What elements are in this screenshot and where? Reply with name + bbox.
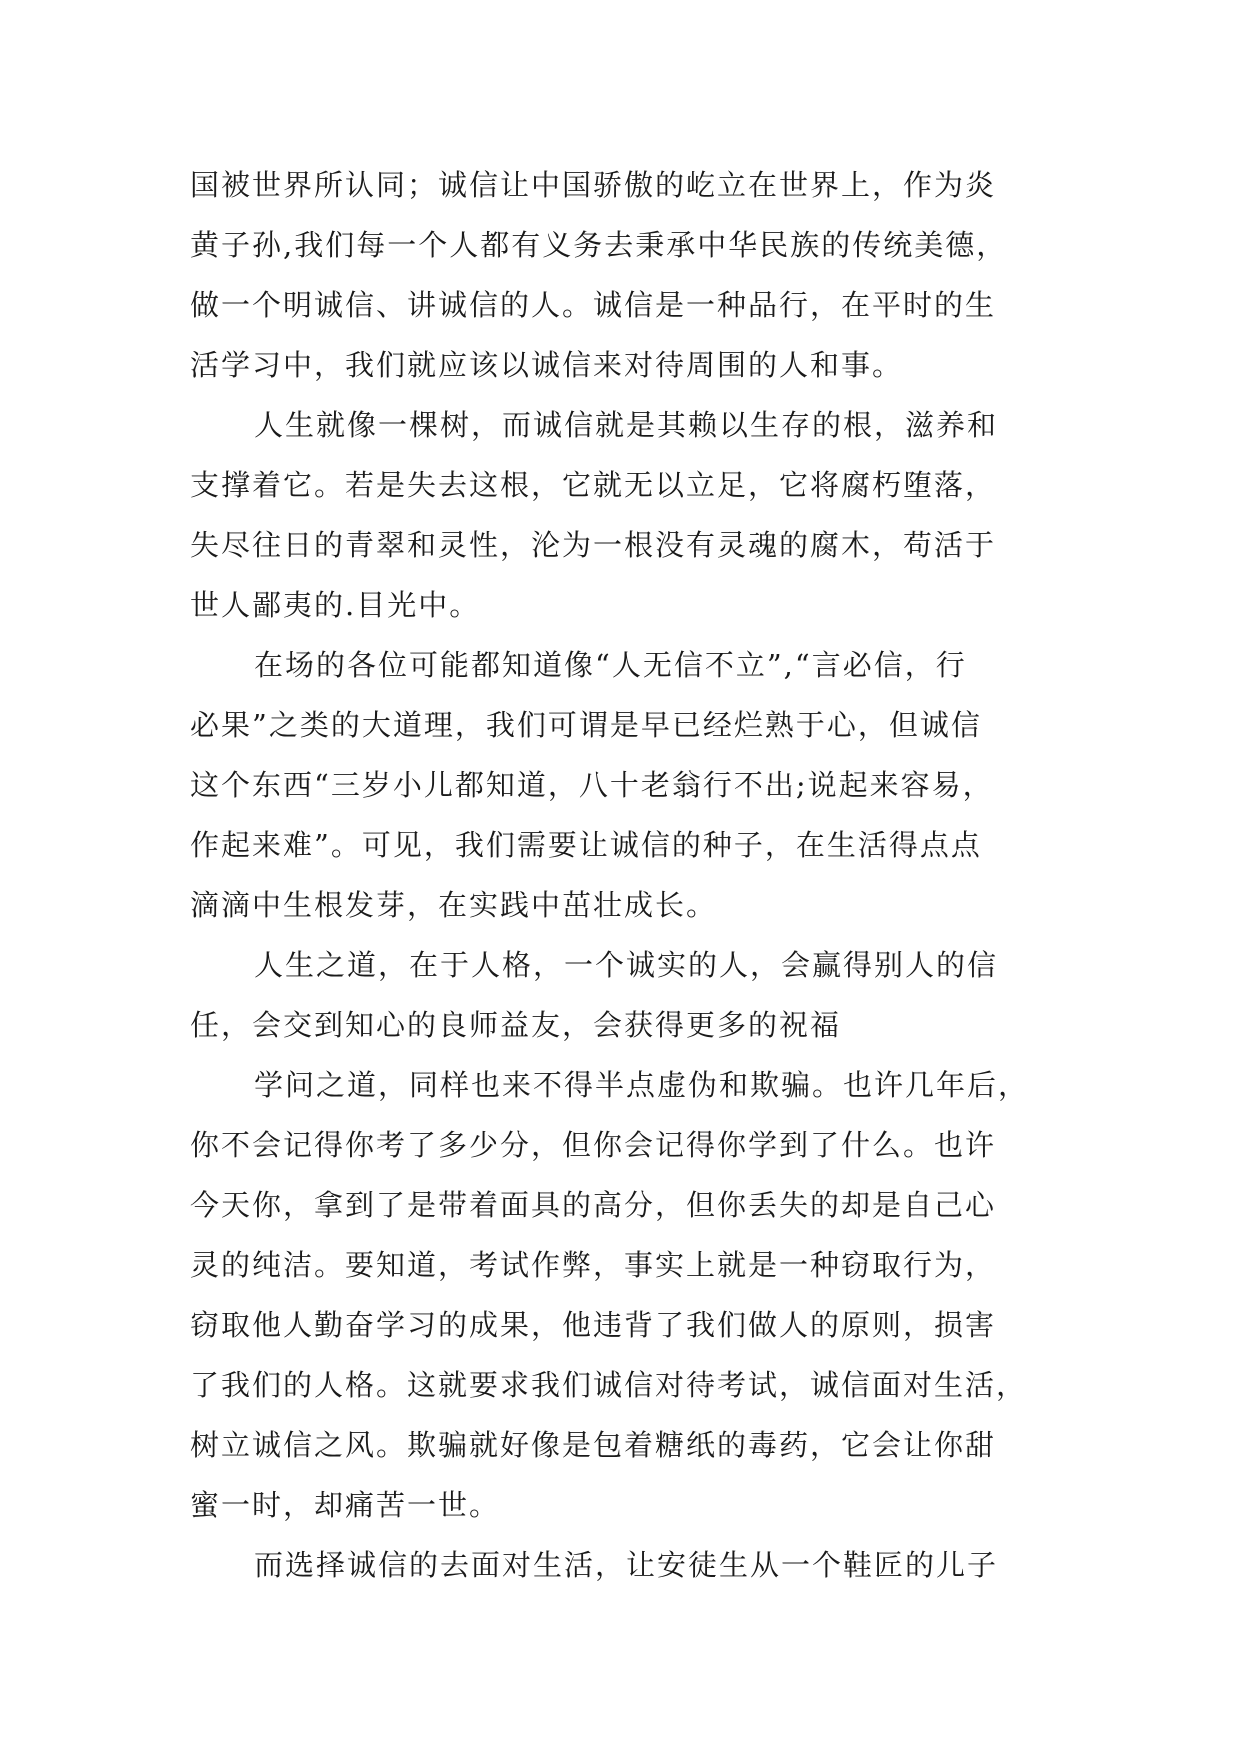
text-line-10: 必果”之类的大道理，我们可谓是早已经烂熟于心，但诚信	[190, 708, 982, 742]
document-body	[190, 155, 1090, 1595]
text-line-8: 世人鄙夷的.目光中。	[190, 588, 481, 622]
text-line-13: 滴滴中生根发芽，在实践中茁壮成长。	[190, 888, 718, 922]
text-line-6: 支撑着它。若是失去这根，它就无以立足，它将腐朽堕落，	[190, 468, 997, 502]
text-line-15: 任，会交到知心的良师益友，会获得更多的祝福	[190, 1008, 842, 1042]
text-line-3: 做一个明诚信、讲诚信的人。诚信是一种品行，在平时的生	[190, 288, 997, 322]
text-line-5: 人生就像一棵树，而诚信就是其赖以生存的根，滋养和	[254, 408, 999, 442]
text-line-11: 这个东西“三岁小儿都知道，八十老翁行不出;说起来容易，	[190, 768, 994, 802]
text-line-4: 活学习中，我们就应该以诚信来对待周围的人和事。	[190, 348, 904, 382]
text-line-9: 在场的各位可能都知道像“人无信不立”,“言必信，行	[254, 648, 967, 682]
text-line-22: 树立诚信之风。欺骗就好像是包着糖纸的毒药，它会让你甜	[190, 1428, 997, 1462]
text-line-23: 蜜一时，却痛苦一世。	[190, 1488, 501, 1522]
text-line-18: 今天你，拿到了是带着面具的高分，但你丢失的却是自己心	[190, 1188, 997, 1222]
text-line-19: 灵的纯洁。要知道，考试作弊，事实上就是一种窃取行为，	[190, 1248, 997, 1282]
text-line-14: 人生之道，在于人格，一个诚实的人，会赢得别人的信	[254, 948, 999, 982]
text-line-1: 国被世界所认同；诚信让中国骄傲的屹立在世界上，作为炎	[190, 168, 997, 202]
text-line-2: 黄子孙,我们每一个人都有义务去秉承中华民族的传统美德，	[190, 228, 1008, 262]
text-line-21: 了我们的人格。这就要求我们诚信对待考试，诚信面对生活，	[190, 1368, 1028, 1402]
text-line-7: 失尽往日的青翠和灵性，沦为一根没有灵魂的腐木，苟活于	[190, 528, 997, 562]
text-line-12: 作起来难”。可见，我们需要让诚信的种子，在生活得点点	[190, 828, 982, 862]
text-line-17: 你不会记得你考了多少分，但你会记得你学到了什么。也许	[190, 1128, 997, 1162]
text-line-16: 学问之道，同样也来不得半点虚伪和欺骗。也许几年后，	[254, 1068, 1030, 1102]
text-line-20: 窃取他人勤奋学习的成果，他违背了我们做人的原则，损害	[190, 1308, 997, 1342]
text-line-24: 而选择诚信的去面对生活，让安徒生从一个鞋匠的儿子	[254, 1548, 999, 1582]
